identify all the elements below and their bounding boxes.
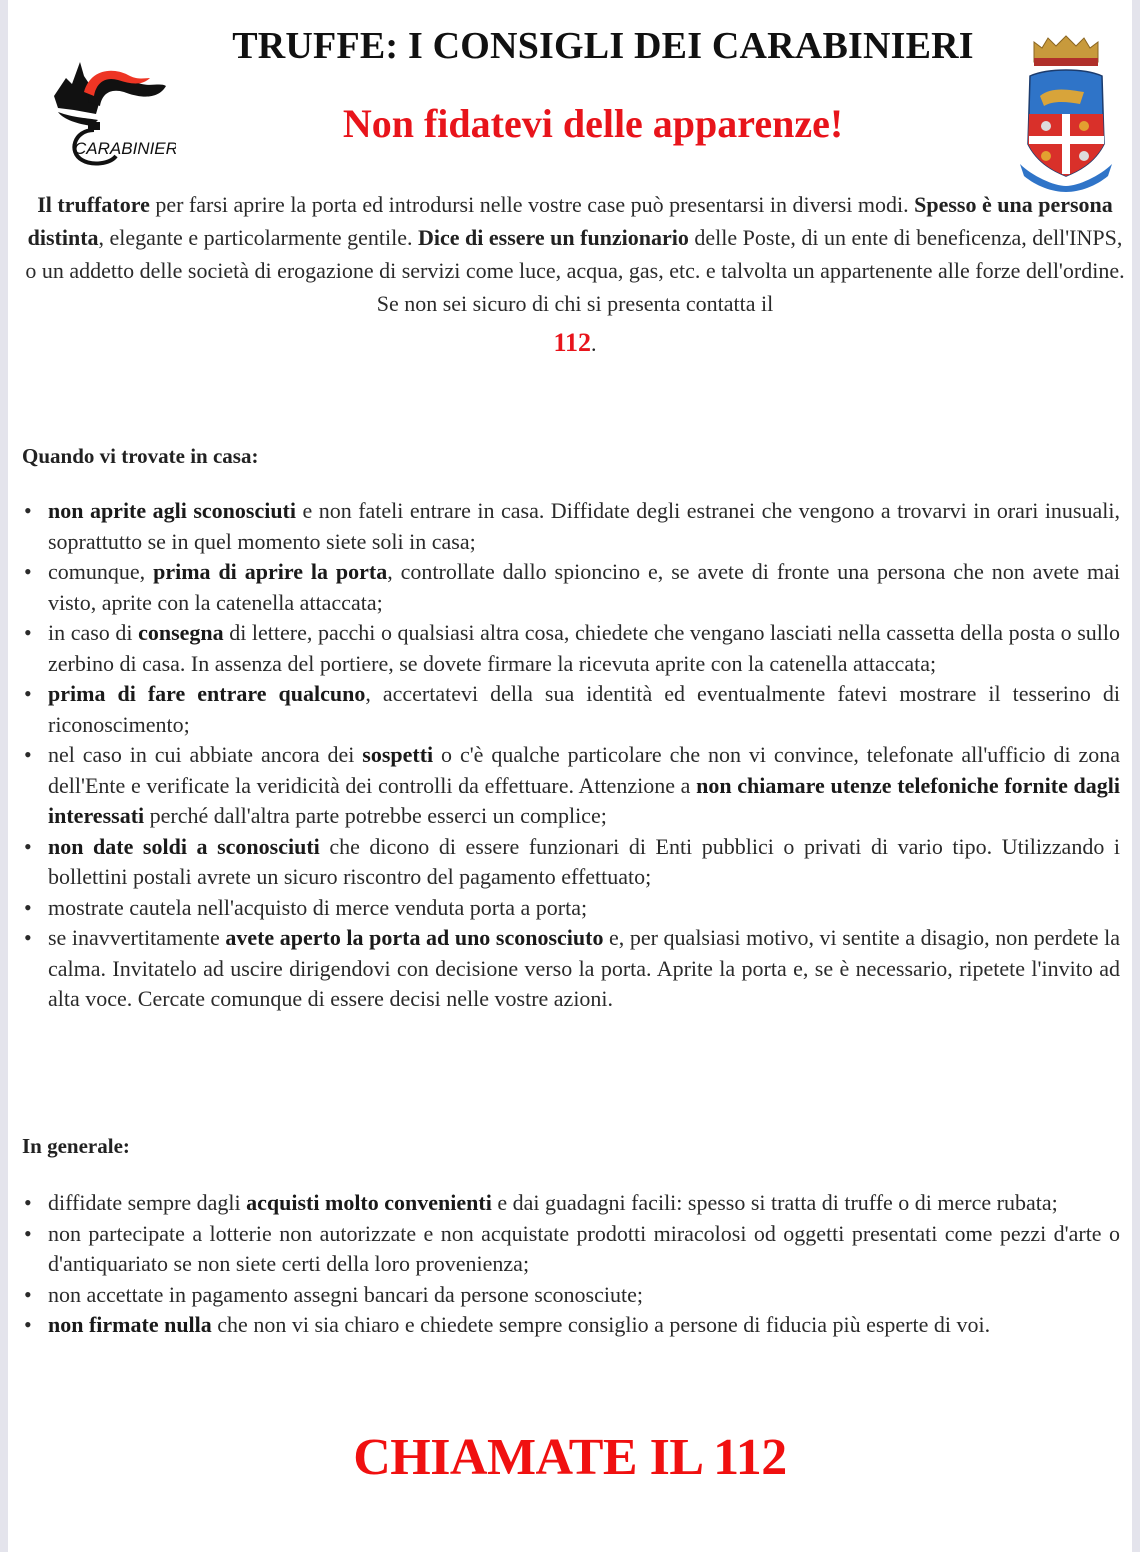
bullet-icon: • (24, 894, 32, 920)
list-item (22, 1280, 1120, 1311)
list-item (22, 679, 1120, 740)
list-item (22, 893, 1120, 924)
item-bold: non date soldi a sconosciuti (48, 833, 320, 859)
item-text: che dicono di essere funzionari di Enti pubblici o privati di vario tipo. Utilizzando i bollettini postali avrete un sicuro riscontro del pagamento effettuato; (48, 833, 1120, 889)
intro-paragraph (22, 188, 1128, 360)
item-text: se inavvertitamente (48, 925, 226, 950)
item-bold: non aprite agli sconosciuti (48, 498, 296, 523)
item-text: e, per qualsiasi motivo, vi sentite a disagio, non perdete la calma. Invitatelo ad uscire dirigendovi con decisione verso la porta. Aprite la porta e, se è necessario, ripetete l'invito ad alta voce. Cercate comunque di essere decisi nelle vostre azioni. (48, 925, 1120, 1011)
page-title: TRUFFE: I CONSIGLI DEI CARABINIERI (232, 25, 974, 67)
bullet-icon: • (24, 559, 32, 584)
item-text: in caso di (48, 620, 139, 645)
item-text: comunque, (48, 559, 154, 584)
bullet-icon: • (24, 1281, 32, 1307)
list-item (22, 1310, 1120, 1341)
call-to-action: CHIAMATE IL 112 (353, 1429, 787, 1486)
list-item (22, 557, 1120, 618)
item-bold: non firmate nulla (48, 1312, 212, 1337)
bullet-icon: • (24, 925, 32, 950)
intro-text-1: per farsi aprire la porta ed introdursi nelle vostre case può presentarsi in diversi modi. (149, 192, 915, 217)
item-text: e dai guadagni facili: spesso si tratta di truffe o di merce rubata; (491, 1190, 1058, 1215)
bullet-icon: • (24, 1190, 32, 1215)
item-text: , controllate dallo spioncino e, se avete di fronte una persona che non avete mai visto, aprite con la catenella attaccata; (48, 559, 1120, 615)
item-text: diffidate sempre dagli (48, 1190, 247, 1215)
bullet-icon: • (24, 1312, 32, 1337)
list-item (22, 740, 1120, 832)
item-text: nel caso in cui abbiate ancora dei (48, 742, 363, 767)
general-advice-list (22, 1188, 1120, 1341)
bullet-icon: • (24, 620, 32, 645)
item-text: , accertatevi della sua identità ed eventualmente fatevi mostrare il tesserino di riconoscimento; (48, 681, 1120, 737)
svg-text:CARABINIERI: CARABINIERI (74, 139, 176, 158)
list-item (22, 618, 1120, 679)
item-text: o c'è qualche particolare che non vi convince, telefonate all'ufficio di zona dell'Ente e verificate la veridicità dei controlli da effettuare. Attenzione a (48, 742, 1120, 798)
item-bold: avete aperto la porta ad uno sconosciuto (225, 925, 604, 950)
emergency-number-value: 112 (553, 328, 592, 357)
section-heading-home: Quando vi trovate in casa: (22, 444, 259, 468)
intro-bold-3: Dice di essere un funzionario (417, 225, 689, 250)
emergency-number-suffix: . (591, 331, 597, 356)
item-bold: non chiamare utenze telefoniche fornite dagli interessati (48, 772, 1120, 828)
item-text: mostrate cautela nell'acquisto di merce venduta porta a porta; (48, 894, 588, 920)
intro-bold-2: Spesso è una persona distinta (27, 192, 1113, 250)
intro-text-2: , elegante e particolarmente gentile. (98, 225, 418, 250)
item-text: che non vi sia chiaro e chiedete sempre consiglio a persone di fiducia più esperte di voi. (211, 1312, 991, 1337)
intro-text-3: delle Poste, di un ente di beneficenza, dell'INPS, o un addetto delle società di erogazione di servizi come luce, acqua, gas, etc. e talvolta un appartenente alle forze dell'ordine. Se non sei sicuro di chi si presenta contatta il (25, 225, 1125, 316)
list-item (22, 832, 1120, 893)
item-bold: prima di aprire la porta (153, 559, 388, 584)
bullet-icon: • (24, 498, 32, 523)
item-bold: sospetti (362, 742, 434, 767)
bullet-icon: • (24, 1220, 32, 1246)
item-bold: acquisti molto convenienti (246, 1190, 492, 1215)
item-text: di lettere, pacchi o qualsiasi altra cosa, chiedete che vengano lasciati nella cassetta della posta o sullo zerbino di casa. In assenza del portiere, se dovete firmare la ricevuta aprite con la catenella attaccata; (48, 620, 1120, 676)
emergency-number (22, 326, 1128, 360)
list-item (22, 1219, 1120, 1280)
bullet-icon: • (24, 742, 32, 767)
item-text: e non fateli entrare in casa. Diffidate degli estranei che vengono a trovarvi in orari inusuali, soprattutto se in quel momento siete soli in casa; (48, 498, 1120, 554)
section-heading-general: In generale: (22, 1134, 130, 1158)
bullet-icon: • (24, 681, 32, 706)
intro-bold-1: Il truffatore (37, 192, 150, 217)
item-text: perché dall'altra parte potrebbe esserci un complice; (144, 803, 607, 828)
item-text: non accettate in pagamento assegni bancari da persone sconosciute; (48, 1281, 643, 1307)
item-bold: consegna (138, 620, 224, 645)
document-page (8, 0, 1132, 1552)
item-text: non partecipate a lotterie non autorizzate e non acquistate prodotti miracolosi od oggetti presentati come pezzi d'arte o d'antiquariato se non siete certi della loro provenienza; (48, 1220, 1120, 1276)
bullet-icon: • (24, 833, 32, 859)
home-advice-list (22, 496, 1120, 1015)
page-subtitle: Non fidatevi delle apparenze! (342, 101, 844, 146)
list-item (22, 923, 1120, 1015)
item-bold: prima di fare entrare qualcuno (48, 681, 366, 706)
list-item (22, 496, 1120, 557)
list-item (22, 1188, 1120, 1219)
